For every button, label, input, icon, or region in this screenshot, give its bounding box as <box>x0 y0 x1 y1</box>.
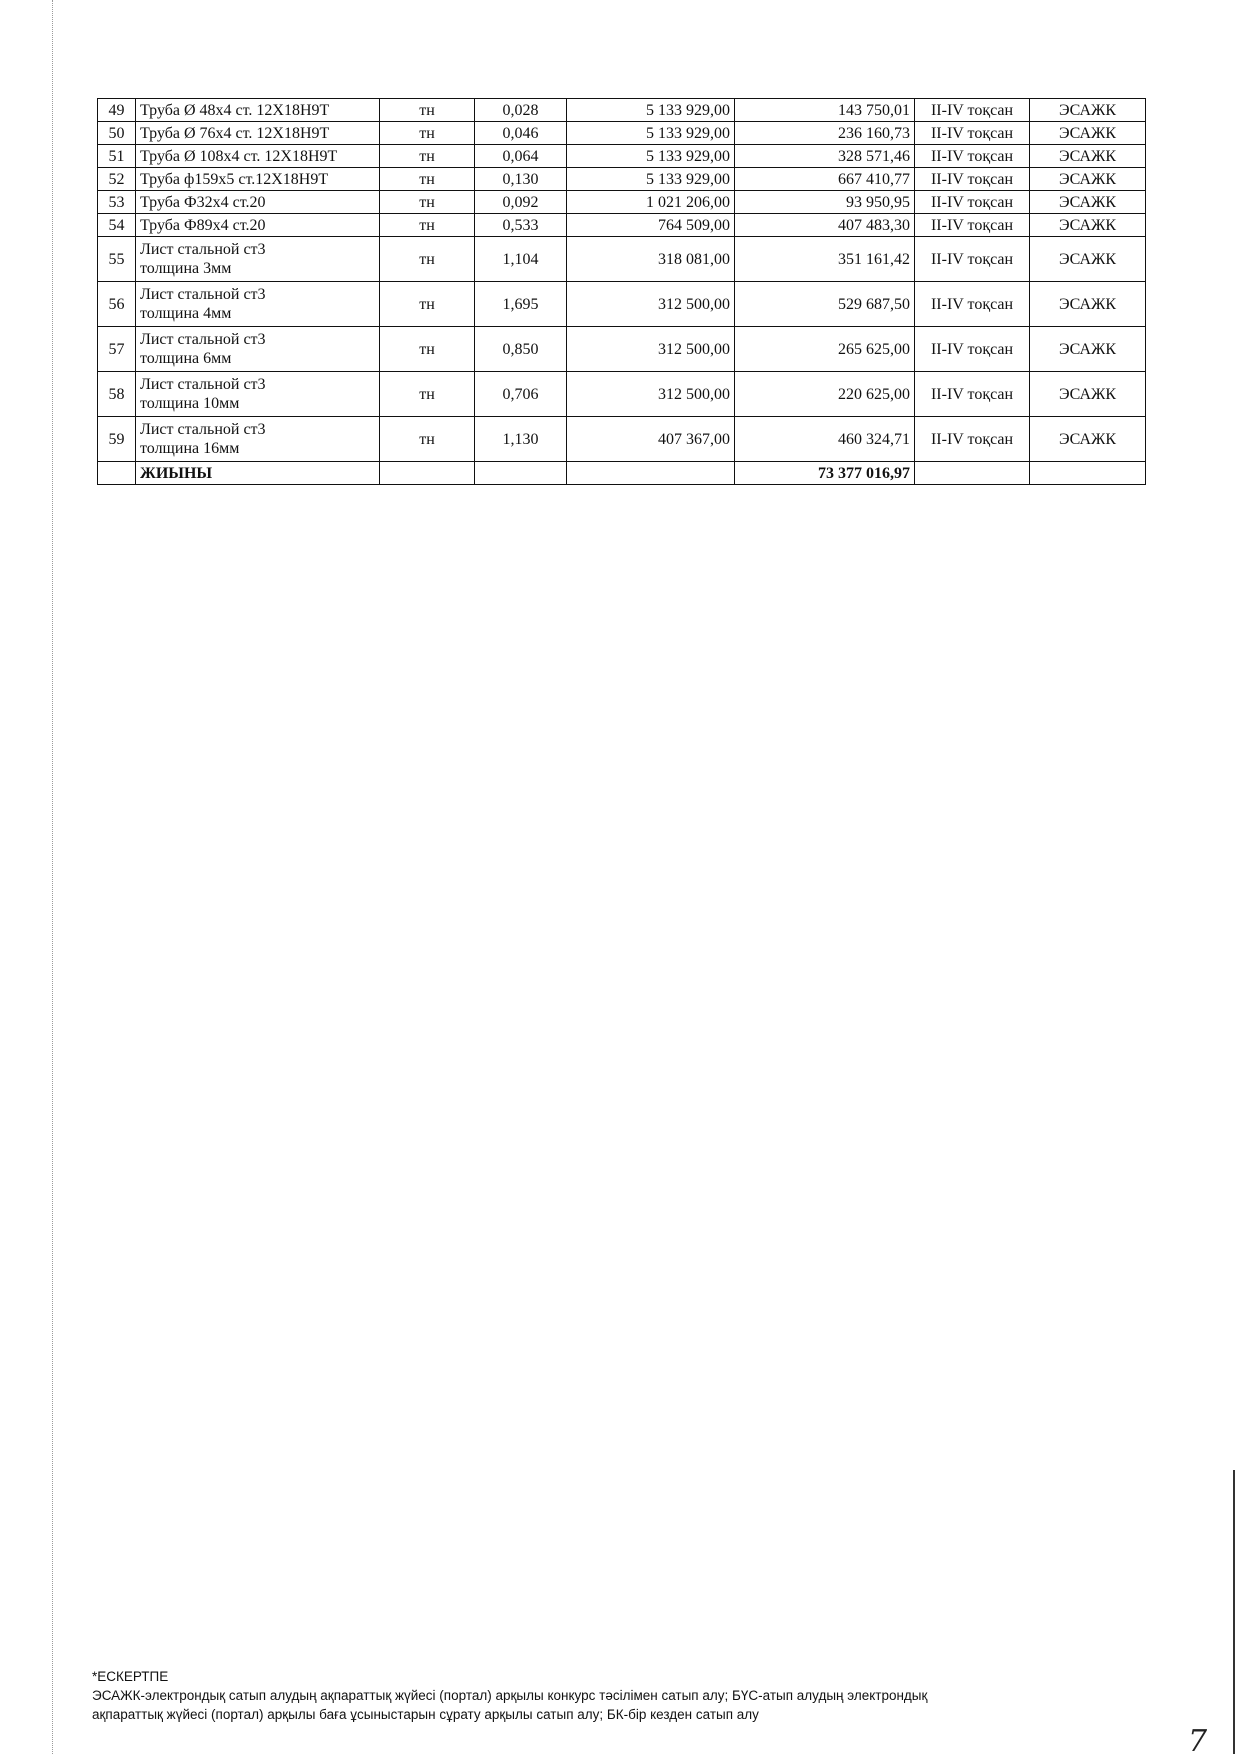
item-name <box>136 122 380 145</box>
unit-of-measure: тн <box>380 372 475 417</box>
page-number: 7 <box>1188 1724 1208 1759</box>
empty-cell <box>1030 462 1146 485</box>
total-amount: 328 571,46 <box>735 145 915 168</box>
row-number: 55 <box>98 237 136 282</box>
item-name-line: толщина 6мм <box>140 350 232 367</box>
unit-price: 5 133 929,00 <box>567 99 735 122</box>
empty-cell <box>475 462 567 485</box>
total-amount: 93 950,95 <box>735 191 915 214</box>
item-name-line: Труба Ф32х4 ст.20 <box>140 193 266 211</box>
item-name <box>136 214 380 237</box>
total-amount: 236 160,73 <box>735 122 915 145</box>
delivery-period: II-IV тоқсан <box>915 122 1030 145</box>
item-name-line: Труба Ø 108х4 ст. 12Х18Н9Т <box>140 147 338 165</box>
procurement-method: ЭСАЖК <box>1030 417 1146 462</box>
unit-price: 764 509,00 <box>567 214 735 237</box>
scan-left-edge <box>52 0 54 1754</box>
table-row <box>98 214 1146 237</box>
quantity: 0,092 <box>475 191 567 214</box>
grand-total: 73 377 016,97 <box>735 462 915 485</box>
total-row <box>98 462 1146 485</box>
unit-of-measure: тн <box>380 191 475 214</box>
item-name-line: толщина 3мм <box>140 260 232 277</box>
unit-of-measure: тн <box>380 417 475 462</box>
item-name <box>136 327 380 372</box>
empty-cell <box>567 462 735 485</box>
table-row <box>98 191 1146 214</box>
procurement-method: ЭСАЖК <box>1030 327 1146 372</box>
empty-cell <box>98 462 136 485</box>
footnote-title: *ЕСКЕРТПЕ <box>92 1669 169 1684</box>
unit-price: 312 500,00 <box>567 372 735 417</box>
table-row <box>98 282 1146 327</box>
row-number: 50 <box>98 122 136 145</box>
item-name <box>136 372 380 417</box>
quantity: 1,104 <box>475 237 567 282</box>
item-name-line: Лист стальной ст3 <box>140 286 266 303</box>
unit-of-measure: тн <box>380 327 475 372</box>
row-number: 58 <box>98 372 136 417</box>
total-label: ЖИЫНЫ <box>136 462 380 485</box>
footnote-line-2: ақпараттық жүйесі (портал) арқылы баға ұсыныстарын сұрату арқылы сатып алу; БК-бір кезден сатып алу <box>92 1707 759 1722</box>
quantity: 0,028 <box>475 99 567 122</box>
table-row <box>98 99 1146 122</box>
row-number: 54 <box>98 214 136 237</box>
item-name-line: Лист стальной ст3 <box>140 421 266 438</box>
row-number: 53 <box>98 191 136 214</box>
footnote <box>92 1667 1152 1724</box>
unit-price: 5 133 929,00 <box>567 122 735 145</box>
item-name-line: Лист стальной ст3 <box>140 331 266 348</box>
row-number: 52 <box>98 168 136 191</box>
empty-cell <box>915 462 1030 485</box>
table-row <box>98 122 1146 145</box>
procurement-method: ЭСАЖК <box>1030 168 1146 191</box>
delivery-period: II-IV тоқсан <box>915 191 1030 214</box>
unit-price: 5 133 929,00 <box>567 168 735 191</box>
total-amount: 529 687,50 <box>735 282 915 327</box>
delivery-period: II-IV тоқсан <box>915 282 1030 327</box>
procurement-method: ЭСАЖК <box>1030 122 1146 145</box>
table-row <box>98 237 1146 282</box>
item-name-line: Лист стальной ст3 <box>140 241 266 258</box>
row-number: 56 <box>98 282 136 327</box>
delivery-period: II-IV тоқсан <box>915 145 1030 168</box>
item-name <box>136 237 380 282</box>
procurement-table <box>97 98 1146 485</box>
item-name-line: толщина 16мм <box>140 440 240 457</box>
table-row <box>98 327 1146 372</box>
row-number: 49 <box>98 99 136 122</box>
unit-of-measure: тн <box>380 99 475 122</box>
item-name-line: Труба Ф89х4 ст.20 <box>140 216 266 234</box>
item-name <box>136 168 380 191</box>
table-row <box>98 168 1146 191</box>
unit-of-measure: тн <box>380 214 475 237</box>
total-amount: 460 324,71 <box>735 417 915 462</box>
unit-price: 5 133 929,00 <box>567 145 735 168</box>
item-name-line: Труба Ø 76х4 ст. 12Х18Н9Т <box>140 124 330 142</box>
scan-right-edge <box>1233 1470 1235 1754</box>
procurement-method: ЭСАЖК <box>1030 282 1146 327</box>
unit-of-measure: тн <box>380 237 475 282</box>
delivery-period: II-IV тоқсан <box>915 168 1030 191</box>
item-name <box>136 145 380 168</box>
total-amount: 265 625,00 <box>735 327 915 372</box>
footnote-line-1: ЭСАЖК-электрондық сатып алудың ақпараттық жүйесі (портал) арқылы конкурс тәсілімен сатып алу; БҮС-атып алудың электрондық <box>92 1688 928 1703</box>
procurement-method: ЭСАЖК <box>1030 145 1146 168</box>
row-number: 59 <box>98 417 136 462</box>
item-name-line: толщина 4мм <box>140 305 232 322</box>
table-row <box>98 145 1146 168</box>
quantity: 1,695 <box>475 282 567 327</box>
total-amount: 220 625,00 <box>735 372 915 417</box>
unit-price: 407 367,00 <box>567 417 735 462</box>
row-number: 51 <box>98 145 136 168</box>
total-amount: 407 483,30 <box>735 214 915 237</box>
delivery-period: II-IV тоқсан <box>915 327 1030 372</box>
procurement-method: ЭСАЖК <box>1030 214 1146 237</box>
procurement-method: ЭСАЖК <box>1030 237 1146 282</box>
row-number: 57 <box>98 327 136 372</box>
item-name-line: толщина 10мм <box>140 395 240 412</box>
quantity: 0,850 <box>475 327 567 372</box>
quantity: 0,706 <box>475 372 567 417</box>
item-name-line: Лист стальной ст3 <box>140 376 266 393</box>
delivery-period: II-IV тоқсан <box>915 417 1030 462</box>
total-amount: 143 750,01 <box>735 99 915 122</box>
item-name <box>136 191 380 214</box>
item-name-line: Труба ф159х5 ст.12Х18Н9Т <box>140 170 329 188</box>
unit-of-measure: тн <box>380 282 475 327</box>
unit-price: 312 500,00 <box>567 327 735 372</box>
delivery-period: II-IV тоқсан <box>915 99 1030 122</box>
unit-of-measure: тн <box>380 145 475 168</box>
delivery-period: II-IV тоқсан <box>915 372 1030 417</box>
total-amount: 351 161,42 <box>735 237 915 282</box>
item-name-line: Труба Ø 48х4 ст. 12Х18Н9Т <box>140 101 330 119</box>
quantity: 0,046 <box>475 122 567 145</box>
table-row <box>98 417 1146 462</box>
item-name <box>136 99 380 122</box>
procurement-method: ЭСАЖК <box>1030 372 1146 417</box>
item-name <box>136 417 380 462</box>
quantity: 1,130 <box>475 417 567 462</box>
unit-price: 1 021 206,00 <box>567 191 735 214</box>
quantity: 0,130 <box>475 168 567 191</box>
procurement-method: ЭСАЖК <box>1030 191 1146 214</box>
unit-price: 318 081,00 <box>567 237 735 282</box>
item-name <box>136 282 380 327</box>
procurement-method: ЭСАЖК <box>1030 99 1146 122</box>
unit-of-measure: тн <box>380 168 475 191</box>
unit-price: 312 500,00 <box>567 282 735 327</box>
total-amount: 667 410,77 <box>735 168 915 191</box>
table-body <box>98 99 1146 485</box>
quantity: 0,533 <box>475 214 567 237</box>
quantity: 0,064 <box>475 145 567 168</box>
empty-cell <box>380 462 475 485</box>
delivery-period: II-IV тоқсан <box>915 214 1030 237</box>
unit-of-measure: тн <box>380 122 475 145</box>
delivery-period: II-IV тоқсан <box>915 237 1030 282</box>
table-row <box>98 372 1146 417</box>
